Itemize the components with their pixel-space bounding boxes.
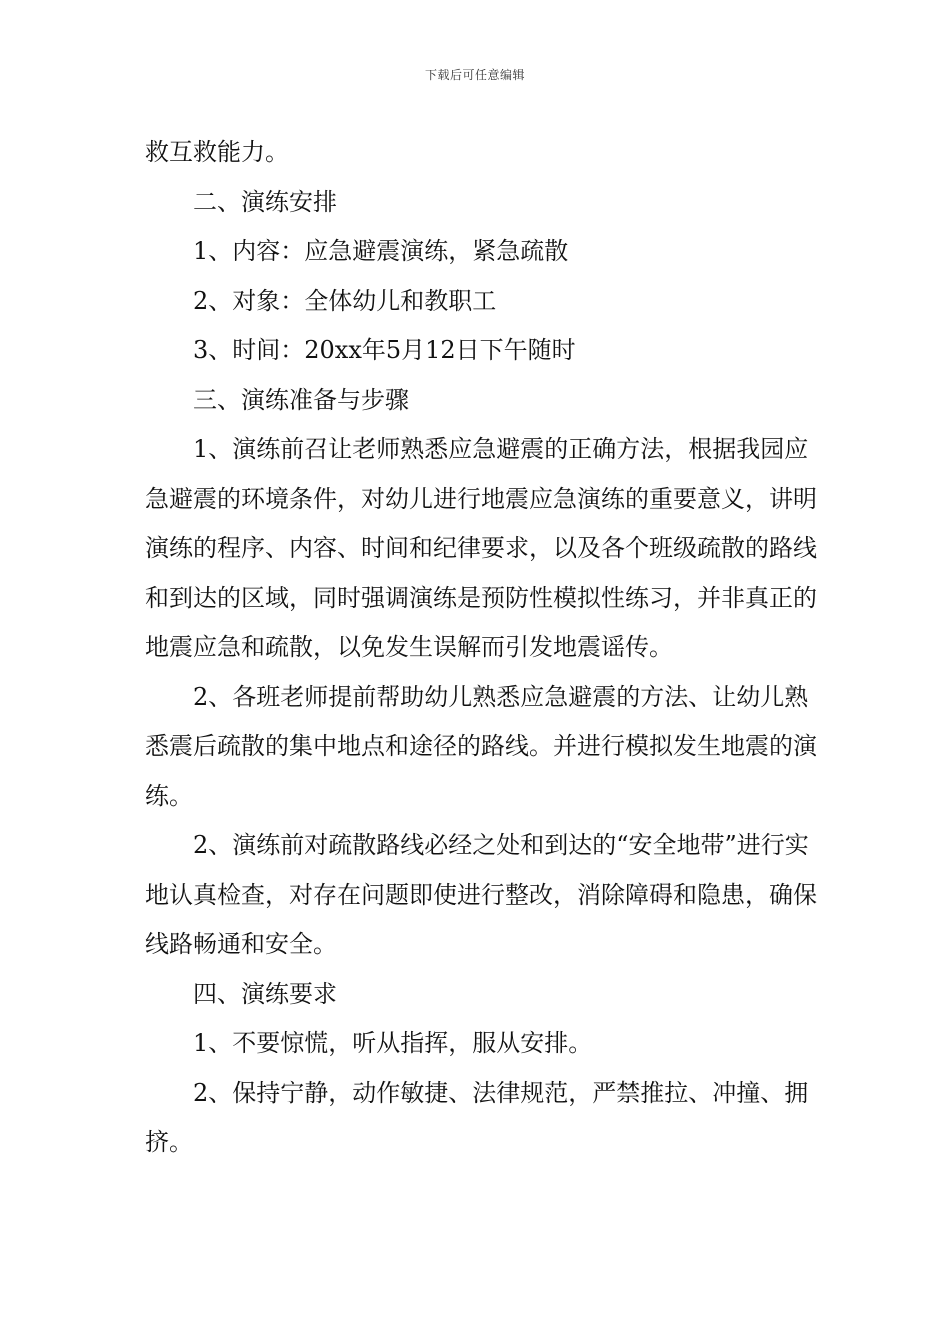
list-item-time: 3、时间：20xx年5月12日下午随时 <box>193 336 576 364</box>
document-body <box>145 128 817 1168</box>
list-item-target: 2、对象：全体幼儿和教职工 <box>193 286 497 315</box>
paragraph-step-1: 1、演练前召让老师熟悉应急避震的正确方法，根据我园应急避震的环境条件，对幼儿进行地震应急演练的重要意义，讲明演练的程序、内容、时间和纪律要求，以及各个班级疏散的路线和到达的区域，同时强调演练是预防性模拟性练习，并非真正的地震应急和疏散，以免发生误解而引发地震谣传。 <box>145 435 817 661</box>
section-heading-arrangement: 二、演练安排 <box>193 187 337 216</box>
list-item-requirement-1: 1、不要惊慌，听从指挥，服从安排。 <box>193 1029 593 1057</box>
section-heading-requirements: 四、演练要求 <box>193 979 337 1008</box>
list-item-requirement-2: 2、保持宁静，动作敏捷、法律规范，严禁推拉、冲撞、拥挤。 <box>145 1078 809 1156</box>
header-note: 下载后可任意编辑 <box>424 68 525 82</box>
paragraph-step-2: 2、各班老师提前帮助幼儿熟悉应急避震的方法、让幼儿熟悉震后疏散的集中地点和途径的路线。并进行模拟发生地震的演练。 <box>145 682 817 810</box>
list-item-content: 1、内容：应急避震演练，紧急疏散 <box>193 237 569 265</box>
paragraph-continuation: 救互救能力。 <box>145 138 289 166</box>
paragraph-step-3: 2、演练前对疏散路线必经之处和到达的“安全地带”进行实地认真检查，对存在问题即使进行整改，消除障碍和隐患，确保线路畅通和安全。 <box>145 831 817 958</box>
section-heading-preparation: 三、演练准备与步骤 <box>193 385 409 414</box>
